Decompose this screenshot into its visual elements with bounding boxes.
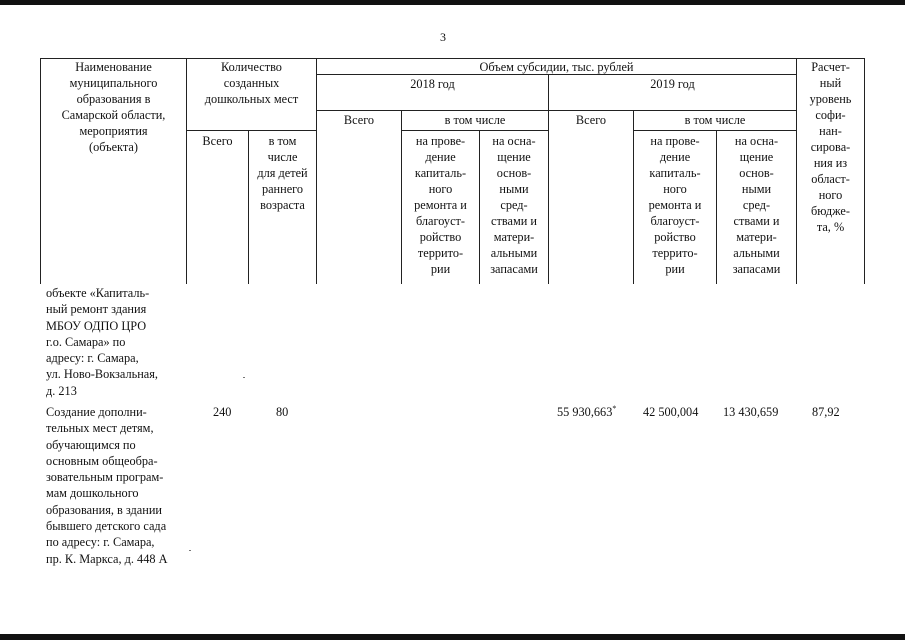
header-total-2018: Всего [343,113,375,127]
header-year-2019: 2019 год [650,77,695,91]
scan-speck [243,377,245,378]
header-places-count: Количество созданных дошкольных мест [204,60,299,106]
header-estimated-level: Расчет- ный уровень софи- нан- сирова- ния из област- ного бюдже- та, % [809,60,852,234]
header-equipment-2019: на осна- щение основ- ными сред- ствами и матери- альными запасами [732,134,781,276]
row-2-places-early-age: 80 [276,405,289,419]
page-number: 3 [440,30,446,44]
header-year-2018: 2018 год [410,77,455,91]
row-2-name: Создание дополни- тельных мест детям, обучающимся по основным общеобра- зовательным програм- мам дошкольного образования, в здании бывшего детского сада по адресу: г. Самара, пр. К. Маркса, д. 448 А [46,405,168,566]
header-repair-2019: на прове- дение капиталь- ного ремонта и благоуст- ройство террито- рии [648,134,702,276]
row-2-equipment-2019: 13 430,659 [723,405,779,419]
header-equipment-2018: на осна- щение основ- ными сред- ствами и матери- альными запасами [490,134,538,276]
row-2-estimated-level: 87,92 [812,405,840,419]
header-org-name: Наименование муниципального образования в Самарской области, мероприятия (объекта) [61,60,166,154]
header-repair-2018: на прове- дение капиталь- ного ремонта и благоуст- ройство террито- рии [414,134,467,276]
row-1-name: объекте «Капиталь- ный ремонт здания МБОУ ОДПО ЦРО г.о. Самара» по адресу: г. Самара, ул. Ново-Вокзальная, д. 213 [46,286,158,398]
top-border [0,0,905,5]
row-2-repair-2019: 42 500,004 [643,405,699,419]
header-total-2019: Всего [575,113,607,127]
row-2-total-2019: 55 930,663* [557,404,617,419]
scan-speck [189,550,191,551]
header-including-2019: в том числе [684,113,746,127]
header-subsidy-volume: Объем субсидии, тыс. рублей [479,60,634,74]
bottom-border [0,634,905,640]
footnote-mark: * [612,404,617,413]
header-places-total: Всего [202,134,233,148]
row-2-places-total: 240 [213,405,232,419]
header-including-2018: в том числе [444,113,506,127]
header-places-early-age: в том числе для детей раннего возраста [257,134,308,212]
